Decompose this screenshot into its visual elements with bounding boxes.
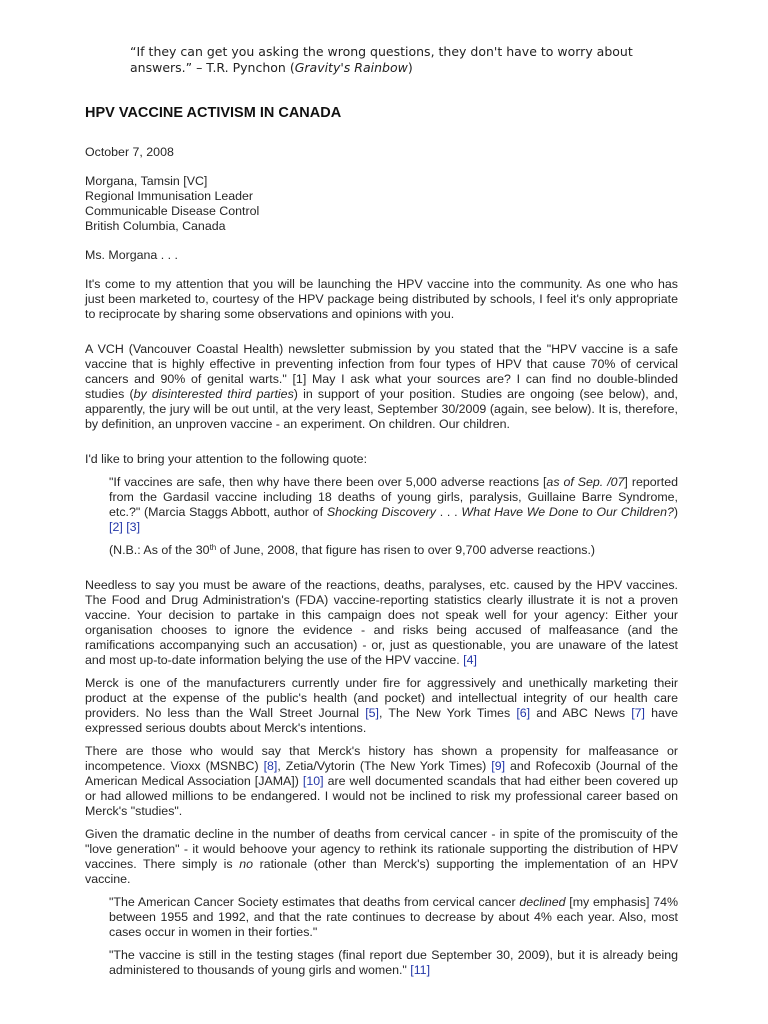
nb-note: (N.B.: As of the 30th of June, 2008, that figure has risen to over 9,700 adverse reactions.) <box>109 543 596 557</box>
epigraph-attribution-end: ) <box>407 60 413 75</box>
paragraph-6: There are those who would say that Merck's history has shown a propensity for malfeasance or incompetence. Vioxx (MSNBC) [8], Zetia/Vytorin (The New York Times) [9] and Rofecoxib (Journal of the American Medical Association [JAMA]) [10] are well documented scandals that had either been covered up or had allowed millions to be endangered. I would not be inclined to risk my professional career based on Merck's "studies". <box>85 744 678 818</box>
recipient-organization: Communicable Disease Control <box>85 204 260 218</box>
epigraph-attribution: – T.R. Pynchon ( <box>192 60 295 75</box>
quote-2: "The American Cancer Society estimates that deaths from cervical cancer declined [my emphasis] 74% between 1955 and 1992, and that the rate continues to decrease by about 4% each year. Also, most cases occur in women in their forties." <box>109 895 678 939</box>
paragraph-7: Given the dramatic decline in the number of deaths from cervical cancer - in spite of the promiscuity of the "love generation" - it would behoove your agency to rethink its rationale supporting the distribution of HPV vaccines. There simply is no rationale (other than Merck's) supporting the implementation of an HPV vaccine. <box>85 827 678 886</box>
paragraph-3: I'd like to bring your attention to the following quote: <box>85 452 368 466</box>
quote-3: "The vaccine is still in the testing stages (final report due September 30, 2009), but it is already being administered to thousands of young girls and women." [11] <box>109 948 678 977</box>
document-title: HPV VACCINE ACTIVISM IN CANADA <box>85 105 342 121</box>
recipient-name: Morgana, Tamsin [VC] <box>85 174 208 188</box>
salutation: Ms. Morgana . . . <box>85 248 178 262</box>
reference-link-5[interactable]: [5] <box>365 706 379 720</box>
letter-date: October 7, 2008 <box>85 145 174 159</box>
reference-link-8[interactable]: [8] <box>263 759 278 773</box>
reference-link-7[interactable]: [7] <box>631 706 645 720</box>
reference-link-4[interactable]: [4] <box>463 653 477 667</box>
reference-link-9[interactable]: [9] <box>491 759 506 773</box>
reference-link-3[interactable]: [3] <box>126 520 141 534</box>
epigraph <box>130 44 650 76</box>
paragraph-4: Needless to say you must be aware of the reactions, deaths, paralyses, etc. caused by the HPV vaccines. The Food and Drug Administration's (FDA) vaccine-reporting statistics clearly illustrate it is not a proven vaccine. Your decision to partake in this campaign does not speak well for your agency: Either your organisation chooses to ignore the evidence - and risks being accused of malfeasance (and the ramifications accompanying such an accusation) - or, just as questionable, you are unaware of the latest and most up-to-date information belying the use of the HPV vaccine. [4] <box>85 578 678 667</box>
quote-1: "If vaccines are safe, then why have there been over 5,000 adverse reactions [as of Sep. /07] reported from the Gardasil vaccine including 18 deaths of young girls, paralysis, Guillaine Barre Syndrome, etc.?" (Marcia Staggs Abbott, author of Shocking Discovery . . . What Have We Done to Our Children?) [2] [3] <box>109 475 678 534</box>
recipient-location: British Columbia, Canada <box>85 219 226 233</box>
reference-link-6[interactable]: [6] <box>516 706 531 720</box>
reference-link-10[interactable]: [10] <box>302 774 324 788</box>
paragraph-1: It's come to my attention that you will be launching the HPV vaccine into the community. As one who has just been marketed to, courtesy of the HPV package being distributed by schools, I feel it's only appropriate to reciprocate by sharing some observations and opinions with you. <box>85 277 678 321</box>
reference-link-11[interactable]: [11] <box>410 963 431 977</box>
epigraph-book: Gravity's Rainbow <box>294 60 408 75</box>
paragraph-2: A VCH (Vancouver Coastal Health) newsletter submission by you stated that the "HPV vaccine is a safe vaccine that is highly effective in preventing infection from four types of HPV that cause 70% of cervical cancers and 90% of genital warts." [1] May I ask what your sources are? I can find no double-blinded studies (by disinterested third parties) in support of your position. Studies are ongoing (see below), and, apparently, the jury will be out until, at the very least, September 30/2009 (again, see below). It is, therefore, by definition, an unproven vaccine - an experiment. On children. Our children. <box>85 342 679 431</box>
recipient-position: Regional Immunisation Leader <box>85 189 254 203</box>
reference-link-2[interactable]: [2] <box>109 520 123 534</box>
epigraph-quote: “If they can get you asking the wrong questions, they don't have to worry about answers.” <box>130 44 633 75</box>
recipient-address <box>85 174 678 234</box>
letter-body <box>85 145 678 978</box>
paragraph-5: Merck is one of the manufacturers currently under fire for aggressively and unethically marketing their product at the expense of the public's health (and pocket) and intellectual integrity of our health care providers. No less than the Wall Street Journal [5], The New York Times [6] and ABC News [7] have expressed serious doubts about Merck's intentions. <box>85 676 678 735</box>
